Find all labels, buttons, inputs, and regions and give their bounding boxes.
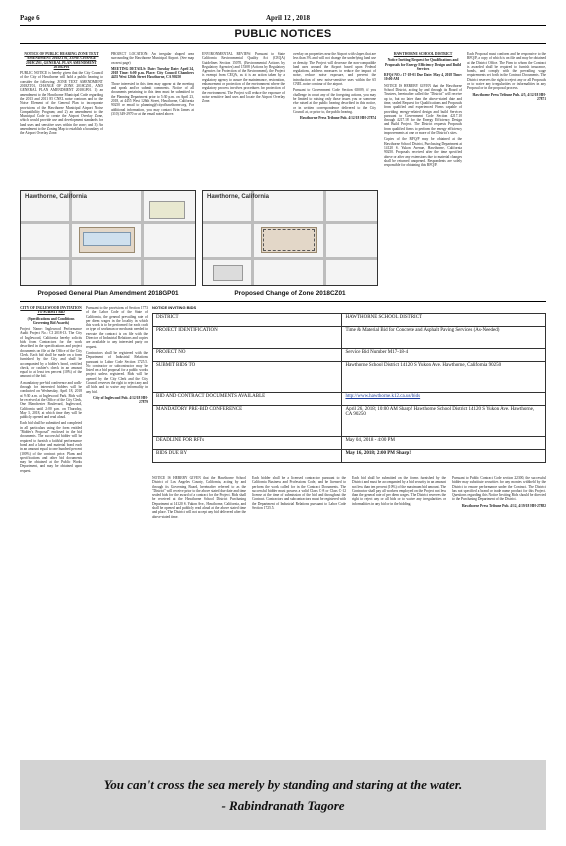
zone-change-map-caption: Proposed Change of Zone 2018CZ01 [234, 290, 346, 297]
bid-key: PROJECT IDENTIFICATION [153, 327, 342, 349]
notice-energy-body3: Each Proposal must conform and be responsive to the RFQ/P, a copy of which is on file and may be obtained at the District Office. The Firm to whom the Contract is awarded shall be required to furnish insurance, bonds, and comply with the prevailing wage requirements set forth in the Contract Documents. The District reserves the right to reject any or all Proposals or to waive any irregularities or informalities in any Proposal or in the proposal process. [467, 52, 546, 91]
notice-energy-col2 [467, 52, 546, 297]
notice-energy-body: NOTICE IS HEREBY GIVEN that the Hawthorne School District, acting by and through its Board of Trustees, hereinafter called the "District" will receive up to, but no later than the above-stated date and time, sealed Request for Qualifications and Proposals from qualified and experienced Firms capable of providing energy-related design and build Services pursuant to Government Code Section 4217.10 through 4217.18 for the Energy Efficiency Design and Build Project. The District requests Proposals from qualified firms to perform the energy efficiency improvements at one or more of the District's sites. [384, 83, 462, 136]
notice-bids-col2 [252, 476, 346, 750]
bid-key: BID AND CONTRACT DOCUMENTS AVAILABLE [153, 393, 342, 406]
notice-energy-signoff: Hawthorne Press Tribune Pub. 4/5, 4/12/18 HH-27871 [472, 92, 546, 101]
bid-key: PROJECT NO [153, 349, 342, 362]
table-row [153, 450, 546, 463]
notice-energy-body2: Copies of the RFQ/P may be obtained at the Hawthorne School District, Purchasing Department at 14120 S. Yukon Avenue, Hawthorne, California 90250. Proposals received after the time specified above or after any extensions due to material changes shall be returned unopened. Respondents are solely responsible for obtaining this RFQ/P. [384, 137, 462, 168]
table-row [153, 362, 546, 393]
bid-documents-link[interactable]: http://www.hawthorne.k12.ca.us/bids [345, 394, 421, 399]
bid-value: Service Bid Number M17-18-4 [342, 349, 546, 362]
table-row [153, 406, 546, 437]
table-row [153, 327, 546, 349]
bid-value: HAWTHORNE SCHOOL DISTRICT [342, 314, 546, 327]
table-row [153, 314, 546, 327]
notice-bids-col3 [352, 476, 446, 750]
notice-zone-meeting: MEETING DETAILS: Date: Tuesday Date: April 24, 2018 Time: 6:00 p.m. Place: City Council Chambers 4455 West 126th Street Hawthorne, CA 90250 [111, 66, 194, 80]
bid-key: MANDATORY PRE-BID CONFERENCE [153, 406, 342, 437]
notice-inglewood-body3: Each bid shall be submitted and completed in all particulars using the form entitled "Bidder's Proposal" enclosed in the bid documents. The successful bidder will be required to furnish a faithful performance bond and a labor and material bond each in an amount equal to one hundred percent (100%) of the contract price. Plans and specifications and other bid documents may be obtained at the Public Works Department, and may be obtained upon request. [20, 421, 82, 473]
map-label: Hawthorne, California [25, 194, 88, 200]
notice-energy-title: HAWTHORNE SCHOOL DISTRICT [393, 52, 453, 56]
notice-zone-location: PROJECT LOCATION: An irregular shaped area surrounding the Hawthorne Municipal Airport. (See map on next page) [111, 52, 194, 65]
notice-zone-body5: Pursuant to Government Code Section 65009, if you challenge in court any of the foregoing actions, you may be limited to raising only those issues you or someone else raised at the public hearing described in this notice, or in written correspondence delivered to the City Council at, or prior to, the public hearing. [293, 88, 376, 114]
bid-value: April 26, 2018; 10:00 AM Sharp! Hawthorne School District 14120 S Yukon Ave. Hawthorne, CA 90250 [342, 406, 546, 437]
bid-value: May 16, 2018; 2:00 PM Sharp! [342, 450, 546, 463]
quote-banner [20, 760, 546, 830]
notice-energy-col1 [384, 52, 462, 297]
notice-bids-body: NOTICE IS HEREBY GIVEN that the Hawthorne School District of Los Angeles County, California, acting by and through its Governing Board, hereinafter referred to as the "District" will receive prior to the above stated due date and time sealed bids for the award of a contract for the Project. Bids shall be received at the Hawthorne School District Purchasing Department at 14120 S. Yukon Ave., Hawthorne, California, and shall be opened and publicly read aloud at the above stated time and place. The District will not accept any bid delivered after the above-stated time. [152, 476, 246, 519]
bid-value: Time & Material Bid for Concrete and Asphalt Paving Services (As-Needed) [342, 327, 546, 349]
notice-bids-col4 [452, 476, 546, 750]
quote-author: - Rabindranath Tagore [221, 798, 345, 813]
notice-bids-body2: Each bidder shall be a licensed contractor pursuant to the California Business and Professions Code, and be licensed to perform the work called for in the Contract Documents. The successful bidder must possess a valid Class C-8 or Class C-12 license at the time of submission of the bid and throughout the Contract. Contractors and subcontractors must be registered with the Department of Industrial Relations pursuant to Labor Code Section 1725.5. [252, 476, 346, 511]
notice-inglewood-body2: A mandatory pre-bid conference and walk-through for interested bidders will be conducted on Wednesday, April 18, 2018 at 9:30 a.m. at Inglewood Park. Bids will be received at the Office of the City Clerk, One Manchester Boulevard, Inglewood, California until 2:00 p.m. on Thursday, May 3, 2018, at which time they will be publicly opened and read aloud. [20, 380, 82, 420]
bid-value: May 04, 2018 - 4:00 PM [342, 437, 546, 450]
general-plan-map-caption: Proposed General Plan Amendment 2018GP01 [37, 290, 179, 297]
general-plan-map [20, 190, 196, 286]
notice-inglewood-signoff: City of Inglewood Pub. 4/12/18 HH-27879 [93, 395, 148, 405]
bid-heading: NOTICE INVITING BIDS [152, 305, 197, 310]
notice-inglewood-body4: Pursuant to the provisions of Section 1773 of the Labor Code of the State of California, the general prevailing rate of per diem wages in the locality in which this work is to be performed for each craft or type of workman or mechanic needed to execute the contract is on file with the Director of Industrial Relations and copies are available to any interested party on request. [86, 306, 148, 349]
notice-inglewood-body: Project Name: Inglewood Performance Audit Project No.: CI 2018-13. The City of Inglewood, California hereby solicits bids from Contractors for the work described in the specifications and project documents on file at the Office of the City Clerk. Each bid shall be made on a form furnished by the City and shall be accompanied by a bidder's bond, certified check, or cashier's check in an amount equal to at least ten percent (10%) of the amount of the bid. [20, 327, 82, 379]
header-rule [20, 25, 546, 26]
table-row [153, 393, 546, 406]
map-label: Hawthorne, California [207, 194, 270, 200]
notice-zone-title: NOTICE OF PUBLIC HEARING ZONE TEXT AMENDMENT 2018ZT01, ZONE CHANGE 2018CZ01, GENERAL PLAN AMENDMENT 2018GP01 [24, 52, 99, 69]
notice-energy-rfq: RFQ# NO.: 17-18-01 Due Date: May 4, 2018 Time: 10:00 AM [384, 73, 462, 82]
notice-inglewood-body5: Contractors shall be registered with the Department of Industrial Relations pursuant to Labor Code Section 1725.5. No contractor or subcontractor may be listed on a bid proposal for a public works project unless registered. Bids will be opened by the City Clerk and the City Council reserves the right to reject any and all bids and to waive any informality in any bid. [86, 350, 148, 394]
notice-zone-body4: overlay on properties near the Airport with slopes that are less than 3% and will not change the underlying land use or density. The Project will decrease the non-compatible land uses around the Airport based upon Federal regulations, address measures to reduce the impact of noise, reduce noise exposure, and prevent the introduction of new noise-sensitive uses within the 65 CNEL noise contour of the airport. [293, 52, 376, 87]
notice-bids-body3: Each bid shall be submitted on the forms furnished by the District and must be accompanied by a bid security in an amount not less than ten percent (10%) of the maximum bid amount. The Contractor shall pay all workers employed on the Project not less than the general rate of per diem wages. The District reserves the right to reject any or all bids or to waive any irregularities or informalities in any bid or in the bidding. [352, 476, 446, 506]
bid-key: SUBMIT BIDS TO [153, 362, 342, 393]
notice-inglewood-subtitle: (Specifications and Conditions Governing Bid Awards) [27, 316, 75, 325]
bid-key: DEADLINE FOR RFI's [153, 437, 342, 450]
notice-bids-signoff: Hawthorne Press Tribune Pub. 4/12, 4/19/18 HH-27882 [461, 503, 546, 508]
notice-zone-body2: Those interested in this item may appear at the meeting and speak and/or submit comments. Notice of all documents pertaining to this item must be submitted to the Planning Department prior to 5:30 p.m. on April 23, 2018, at 4455 West 126th Street, Hawthorne, California 90250 or email to planning@cityofhawthorne.org. For additional information, you may contact Erin James at (310) 349-2970 or at the email noted above. [111, 81, 194, 116]
table-row [153, 437, 546, 450]
page-number: Page 6 [20, 14, 40, 22]
notice-zone-body: PUBLIC NOTICE is hereby given that the City Council of the City of Hawthorne will hold a public hearing to consider the following: ZONE TEXT AMENDMENT 2018ZT01, CHANGE OF ZONE 2018CZ01, AND GENERAL PLAN AMENDMENT 2018GP01. 1) an amendment to the Hawthorne Municipal Code regarding the 2013 and 2011 85 CNEL noise contours and to the Noise Element of the General Plan to incorporate provisions of the Hawthorne Municipal Airport Noise Compatibility Program; and 2) an amendment to the Municipal Code to create the Airport Overlay Zone, which would provide use and development standards for land uses and sensitive uses within the zone; and 3) An amendment to the Zoning Map to establish a boundary of the Airport Overlay Zone. [20, 71, 103, 136]
quote-text: You can't cross the sea merely by standing and staring at the water. [103, 777, 463, 792]
notice-bids-col1 [152, 476, 246, 750]
bid-table [152, 313, 546, 463]
notice-inglewood-col1 [20, 306, 82, 750]
issue-date: April 12 , 2018 [266, 14, 310, 22]
notice-energy-subtitle: Notice Inviting Request for Qualifications and Proposals for Energy Efficiency Design and Build Services [385, 58, 461, 71]
table-row [153, 349, 546, 362]
bid-key: DISTRICT [153, 314, 342, 327]
bid-key: BIDS DUE BY [153, 450, 342, 463]
bid-value: Hawthorne School District 14120 S Yukon Ave. Hawthorne, California 90250 [342, 362, 546, 393]
notice-inglewood-col2 [86, 306, 148, 750]
section-divider [20, 301, 546, 302]
zone-change-map [202, 190, 378, 286]
notice-zone-body3: ENVIRONMENTAL REVIEW: Pursuant to State California Environmental Quality Act (CEQA) Guidelines Section 15070, (Environmental Actions by Regulatory Agencies) and 15308 (Actions by Regulatory Agencies for Protection of the Environment), the Project is exempt from CEQA, as it is an action taken by a regulatory agency to assure the maintenance, restoration, enhancement or protection of the environment where the regulatory process involves procedures for protection of the environment. The Project will reduce the exposure of noise sensitive land uses and locate the Airport Overlay Zone. [202, 52, 285, 104]
notice-inglewood-title: CITY OF INGLEWOOD INVITATION TO SUBMIT BID [20, 306, 82, 315]
notice-zone-signoff: Hawthorne Press Tribune Pub. 4/12/18 HH-27874 [299, 116, 376, 121]
section-title: PUBLIC NOTICES [234, 28, 332, 40]
notice-bids-body4: Pursuant to Public Contract Code section 22300, the successful bidder may substitute securities for any monies withheld by the District to ensure performance under the Contract. The District has not specified a brand or trade name product for this Project. Questions regarding this Notice Inviting Bids should be directed to the Purchasing Department of the District. [452, 476, 546, 502]
section-rule [20, 43, 546, 44]
